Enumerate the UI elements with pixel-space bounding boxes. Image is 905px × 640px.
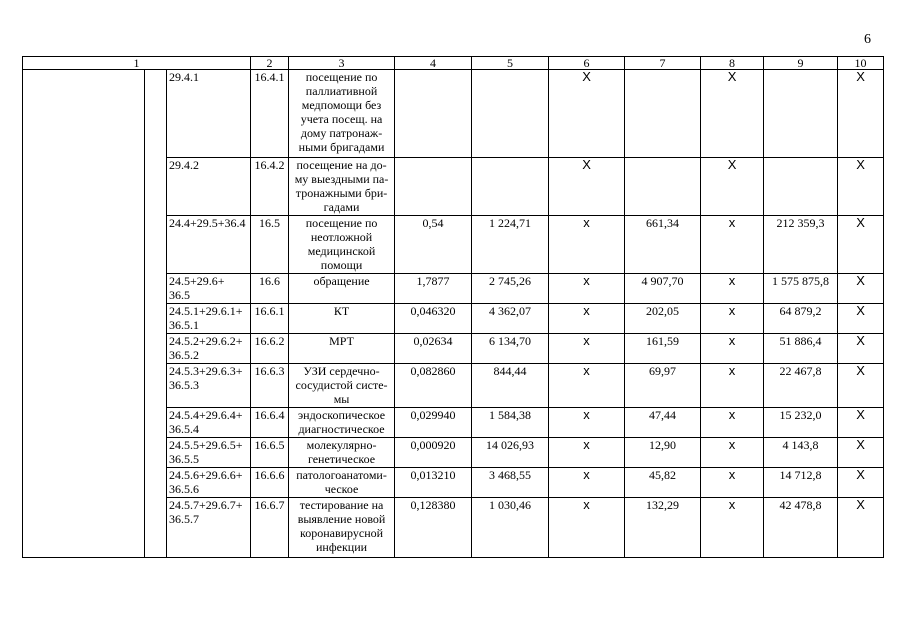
- row-number-cell: 16.4.1: [251, 70, 289, 158]
- col8-cell: X: [701, 158, 764, 216]
- col4-cell: 0,013210: [395, 468, 472, 498]
- col6-cell: X: [549, 70, 625, 158]
- col10-cell: X: [838, 468, 884, 498]
- row-number-cell: 16.6.4: [251, 408, 289, 438]
- col6-cell: x: [549, 216, 625, 274]
- section-code-cell: 24.5.4+29.6.4+ 36.5.4: [167, 408, 251, 438]
- col8-cell: x: [701, 498, 764, 558]
- col9-cell: 22 467,8: [764, 364, 838, 408]
- col10-cell: X: [838, 498, 884, 558]
- description-cell: молекулярно-генетическое: [289, 438, 395, 468]
- col5-cell: 14 026,93: [472, 438, 549, 468]
- header-row: [23, 57, 884, 70]
- col9-cell: 1 575 875,8: [764, 274, 838, 304]
- row-number-cell: 16.6.3: [251, 364, 289, 408]
- col10-cell: X: [838, 438, 884, 468]
- description-cell: МРТ: [289, 334, 395, 364]
- col4-cell: 0,02634: [395, 334, 472, 364]
- col7-cell: 45,82: [625, 468, 701, 498]
- header-cell: 5: [472, 57, 549, 70]
- col10-cell: X: [838, 364, 884, 408]
- col4-cell: 1,7877: [395, 274, 472, 304]
- col8-cell: x: [701, 304, 764, 334]
- row-number-cell: 16.6.7: [251, 498, 289, 558]
- col7-cell: 47,44: [625, 408, 701, 438]
- row-number-cell: 16.6: [251, 274, 289, 304]
- col8-cell: x: [701, 468, 764, 498]
- col10-cell: X: [838, 216, 884, 274]
- col6-cell: x: [549, 408, 625, 438]
- col5-cell: 1 584,38: [472, 408, 549, 438]
- header-cell: 3: [289, 57, 395, 70]
- description-cell: обращение: [289, 274, 395, 304]
- col10-cell: X: [838, 274, 884, 304]
- col7-cell: [625, 70, 701, 158]
- header-cell: 9: [764, 57, 838, 70]
- col7-cell: 161,59: [625, 334, 701, 364]
- section-code-cell: 24.5.1+29.6.1+ 36.5.1: [167, 304, 251, 334]
- header-cell: 1: [23, 57, 251, 70]
- col7-cell: 69,97: [625, 364, 701, 408]
- col8-cell: x: [701, 364, 764, 408]
- col5-cell: [472, 70, 549, 158]
- description-cell: посещение на до-му выездными па-тронажными бри-гадами: [289, 158, 395, 216]
- col5-cell: 4 362,07: [472, 304, 549, 334]
- section-code-cell: 24.5.3+29.6.3+ 36.5.3: [167, 364, 251, 408]
- col5-cell: 1 224,71: [472, 216, 549, 274]
- header-cell: 8: [701, 57, 764, 70]
- col4-cell: 0,54: [395, 216, 472, 274]
- col9-cell: [764, 70, 838, 158]
- col7-cell: 132,29: [625, 498, 701, 558]
- col8-cell: X: [701, 70, 764, 158]
- col10-cell: X: [838, 334, 884, 364]
- col9-cell: 51 886,4: [764, 334, 838, 364]
- description-cell: посещение по паллиативной медпомощи без учета посещ. на дому патронаж-ными бригадами: [289, 70, 395, 158]
- section-code-cell: 24.5.2+29.6.2+ 36.5.2: [167, 334, 251, 364]
- table-body: [23, 70, 884, 558]
- section-code-cell: 24.5.7+29.6.7+ 36.5.7: [167, 498, 251, 558]
- section-code-cell: 24.5+29.6+ 36.5: [167, 274, 251, 304]
- col5-cell: 2 745,26: [472, 274, 549, 304]
- col9-cell: [764, 158, 838, 216]
- col10-cell: X: [838, 158, 884, 216]
- row-number-cell: 16.6.2: [251, 334, 289, 364]
- col8-cell: x: [701, 408, 764, 438]
- col4-cell: 0,082860: [395, 364, 472, 408]
- col9-cell: 4 143,8: [764, 438, 838, 468]
- col7-cell: 202,05: [625, 304, 701, 334]
- col8-cell: x: [701, 334, 764, 364]
- description-cell: УЗИ сердечно-сосудистой систе-мы: [289, 364, 395, 408]
- col4-cell: 0,128380: [395, 498, 472, 558]
- col4-cell: 0,000920: [395, 438, 472, 468]
- header-cell: 6: [549, 57, 625, 70]
- col9-cell: 212 359,3: [764, 216, 838, 274]
- header-cell: 10: [838, 57, 884, 70]
- section-code-cell: 24.5.6+29.6.6+ 36.5.6: [167, 468, 251, 498]
- col7-cell: 12,90: [625, 438, 701, 468]
- col5-cell: [472, 158, 549, 216]
- blank-cell: [23, 70, 145, 558]
- description-cell: патологоанатоми-ческое: [289, 468, 395, 498]
- col6-cell: x: [549, 274, 625, 304]
- header-cell: 7: [625, 57, 701, 70]
- col5-cell: 6 134,70: [472, 334, 549, 364]
- col5-cell: 3 468,55: [472, 468, 549, 498]
- col10-cell: X: [838, 304, 884, 334]
- description-cell: посещение по неотложной медицинской помощи: [289, 216, 395, 274]
- section-code-cell: 29.4.2: [167, 158, 251, 216]
- page-number: 6: [864, 32, 871, 47]
- col6-cell: x: [549, 498, 625, 558]
- description-cell: тестирование на выявление новой коронавирусной инфекции: [289, 498, 395, 558]
- col6-cell: x: [549, 468, 625, 498]
- col5-cell: 1 030,46: [472, 498, 549, 558]
- section-code-cell: 24.4+29.5+36.4: [167, 216, 251, 274]
- col9-cell: 42 478,8: [764, 498, 838, 558]
- col4-cell: 0,029940: [395, 408, 472, 438]
- col10-cell: X: [838, 408, 884, 438]
- col6-cell: x: [549, 304, 625, 334]
- section-code-cell: 29.4.1: [167, 70, 251, 158]
- col9-cell: 14 712,8: [764, 468, 838, 498]
- section-code-cell: 24.5.5+29.6.5+ 36.5.5: [167, 438, 251, 468]
- col6-cell: x: [549, 364, 625, 408]
- col7-cell: 4 907,70: [625, 274, 701, 304]
- description-cell: эндоскопическое диагностическое: [289, 408, 395, 438]
- row-number-cell: 16.5: [251, 216, 289, 274]
- col4-cell: [395, 70, 472, 158]
- col9-cell: 64 879,2: [764, 304, 838, 334]
- table-row: [23, 70, 884, 158]
- description-cell: КТ: [289, 304, 395, 334]
- row-number-cell: 16.4.2: [251, 158, 289, 216]
- col7-cell: [625, 158, 701, 216]
- row-number-cell: 16.6.1: [251, 304, 289, 334]
- col10-cell: X: [838, 70, 884, 158]
- col6-cell: X: [549, 158, 625, 216]
- col7-cell: 661,34: [625, 216, 701, 274]
- row-number-cell: 16.6.5: [251, 438, 289, 468]
- header-cell: 4: [395, 57, 472, 70]
- tariff-table: [22, 56, 884, 558]
- col6-cell: x: [549, 334, 625, 364]
- row-number-cell: 16.6.6: [251, 468, 289, 498]
- col4-cell: 0,046320: [395, 304, 472, 334]
- col8-cell: x: [701, 438, 764, 468]
- col5-cell: 844,44: [472, 364, 549, 408]
- col9-cell: 15 232,0: [764, 408, 838, 438]
- header-cell: 2: [251, 57, 289, 70]
- blank-cell: [145, 70, 167, 558]
- col8-cell: x: [701, 274, 764, 304]
- col8-cell: x: [701, 216, 764, 274]
- col4-cell: [395, 158, 472, 216]
- col6-cell: x: [549, 438, 625, 468]
